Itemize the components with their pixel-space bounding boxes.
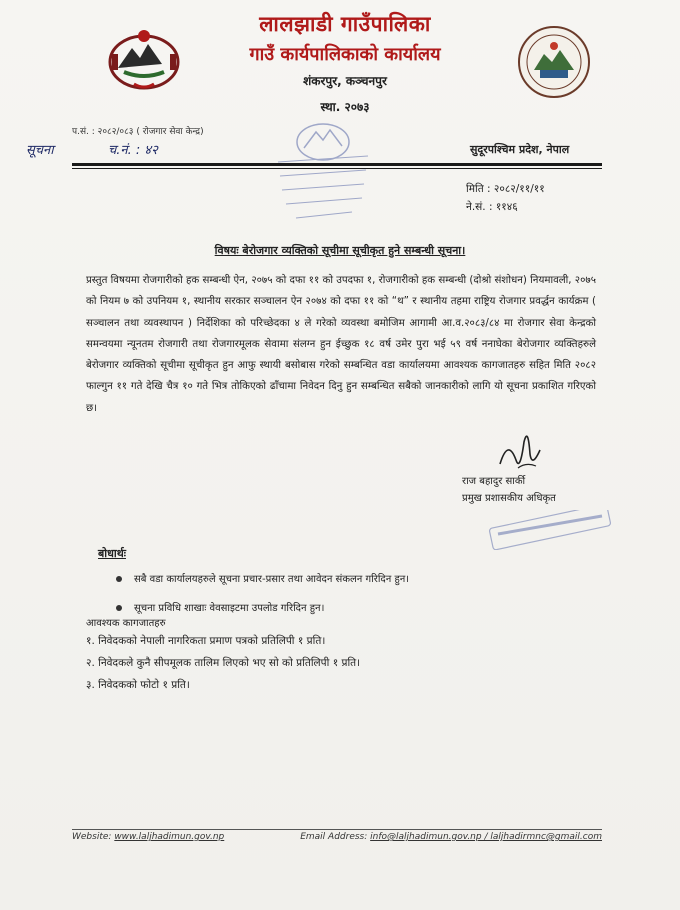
bodharth-item: सूचना प्रविधि शाखाः वेवसाइटमा उपलोड गरिदिन हुन। (134, 603, 325, 614)
email-link[interactable]: info@laljhadimun.gov.np / laljhadirmnc@gmail.com (370, 832, 602, 842)
municipality-seal-icon (516, 24, 592, 100)
chalani-number: च.नं. : ४२ (108, 143, 158, 158)
requirements-list (86, 630, 360, 696)
established-year: स्था. २०७३ (320, 100, 370, 114)
footer-divider (72, 829, 602, 830)
bodharth-list (112, 565, 592, 623)
bodharth-item: सबै वडा कार्यालयहरुले सूचना प्रचार-प्रसार तथा आवेदन संकलन गरिदिन हुन। (134, 574, 410, 585)
signature-icon (490, 420, 550, 480)
handwritten-notice-label: सूचना (26, 143, 54, 158)
header-divider-thin (72, 168, 602, 169)
signatory-name: राज बहादुर सार्की (462, 476, 526, 487)
nepal-sambat-number: ने.सं. : ११४६ (466, 201, 518, 213)
letter-date: मिति : २०८२/११/११ (466, 183, 545, 195)
office-name: गाउँ कार्यपालिकाको कार्यालय (249, 44, 441, 65)
list-item (112, 565, 592, 594)
bodharth-heading: बोधार्थः (98, 547, 126, 560)
letter-body: प्रस्तुत विषयमा रोजगारीको हक सम्बन्धी ऐन, २०७५ को दफा ११ को उपदफा १, रोजगारीको हक सम्बन्धी (दोश्रो संशोधन) नियमावली, २०७५ को नियम ७ को उपनियम १, स्थानीय सरकार सञ्चालन ऐन २०७४ को दफा ११ को “थ” र स्थानीय तहमा राष्ट्रिय रोजगार प्रवर्द्धन कार्यक्रम ( सञ्चालन तथा व्यवस्थापन ) निर्देशिका को परिच्छेदका ४ ले गरेको व्यवस्था बमोजिम आगामी आ.व.२०८३/८४ मा रोजगार सेवा केन्द्रको समन्वयमा न्यूनतम रोजगारी तथा रोजगारमूलक सेवामा संलग्न हुन ईच्छुक १८ वर्ष उमेर पुरा भई ५९ वर्ष ननाघेका बेरोजगार व्यक्तिहरुले बेरोजगार व्यक्तिको सूचीमा सूचीकृत हुन आफु स्थायी बसोबास गरेको सम्बन्धित वडा कार्यालयमा आवश्यक कागजातहरु सहित मिति २०८२ फाल्गुन ११ गते देखि चैत्र १० गते भित्र तोकिएको ढाँचामा निवेदन दिनु हुन सम्बन्धित सबैको जानकारीको लागि यो सूचना प्रकाशित गरिएको छ। (86, 275, 596, 414)
org-name: लालझाडी गाउँपालिका (259, 12, 431, 36)
signatory-title: प्रमुख प्रशासकीय अधिकृत (462, 493, 556, 504)
footer-website (72, 832, 224, 842)
website-label: Website: (72, 832, 112, 842)
province-name: सुदूरपश्चिम प्रदेश, नेपाल (470, 143, 570, 156)
list-item: ३. निवेदकको फोटो १ प्रति। (86, 679, 190, 691)
bullet-icon (116, 576, 122, 582)
office-address: शंकरपुर, कञ्चनपुर (303, 74, 387, 88)
bullet-icon (116, 605, 122, 611)
list-item (112, 594, 592, 623)
email-label: Email Address: (300, 832, 368, 842)
list-item: १. निवेदकको नेपाली नागरिकता प्रमाण पत्रको प्रतिलिपी १ प्रति। (86, 635, 326, 647)
footer-email (300, 832, 602, 842)
list-item: २. निवेदकले कुनै सीपमूलक तालिम लिएको भए सो को प्रतिलिपी १ प्रति। (86, 657, 361, 669)
website-link[interactable]: www.laljhadimun.gov.np (114, 832, 225, 842)
reference-number: प.सं. : २०८२/०८३ ( रोजगार सेवा केन्द्र) (72, 127, 204, 137)
nepal-emblem-icon (104, 22, 184, 92)
letter-subject: विषयः बेरोजगार व्यक्तिको सूचीमा सूचीकृत हुने सम्बन्धी सूचना। (214, 244, 466, 257)
header-divider (72, 163, 602, 166)
designation-stamp-icon (486, 510, 616, 550)
office-stamp-icon (268, 112, 378, 232)
requirements-heading: आवश्यक कागजातहरु (86, 618, 166, 629)
